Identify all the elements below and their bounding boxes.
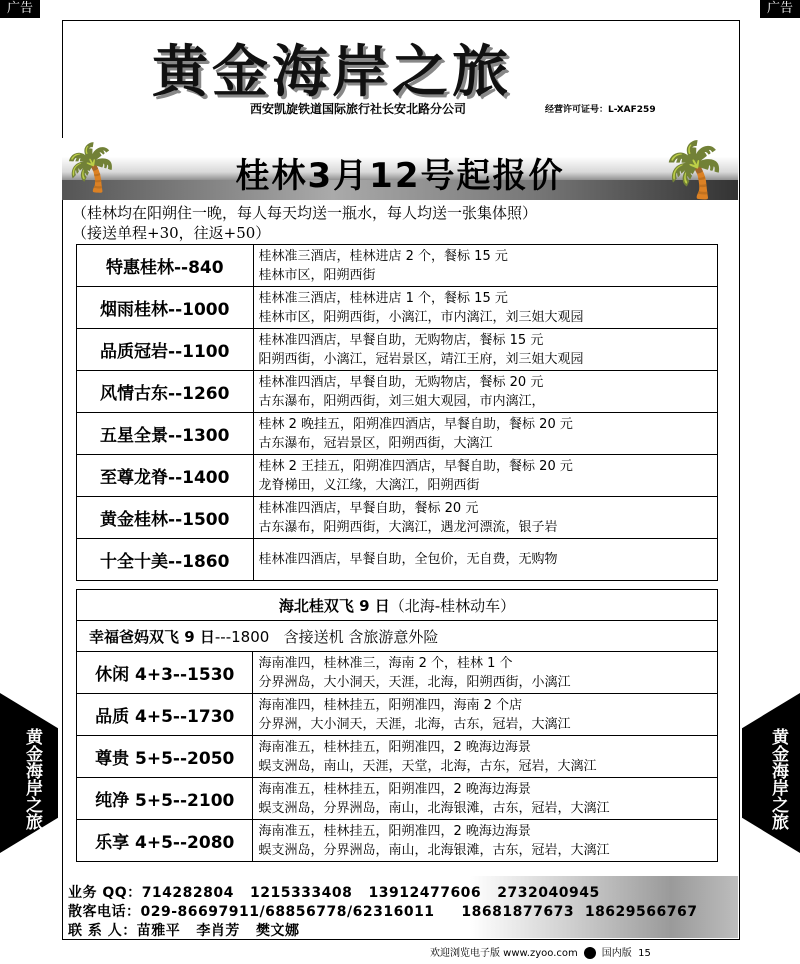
tour-description (253, 736, 718, 778)
tour-name: 风情古东--1260 (77, 371, 254, 413)
tour-name: 品质冠岩--1100 (77, 329, 254, 371)
parents-tour-price: ---1800 (214, 627, 270, 646)
beihai-section-title (77, 590, 718, 621)
tour-description (253, 539, 717, 581)
tour-description-line: 桂林准四酒店，早餐自助，无购物店，餐标 15 元 (258, 332, 544, 348)
tour-description-line: 桂林准三酒店，桂林进店 1 个，餐标 15 元 (258, 290, 508, 306)
tour-name: 乐享 4+5--2080 (77, 820, 253, 862)
tour-description-line: 海南准五，桂林挂五，阳朔准四，2 晚海边海景 (258, 781, 531, 797)
tour-description-line: 古东瀑布，冠岩景区，阳朔西街，大漓江 (258, 435, 493, 451)
person-names: 苗雅平 李肖芳 樊文娜 (136, 923, 300, 938)
tour-row (77, 539, 718, 581)
tour-description-line: 古东瀑布，阳朔西街，刘三姐大观园，市内漓江， (258, 393, 545, 409)
tour-row (77, 455, 718, 497)
tour-name: 烟雨桂林--1000 (77, 287, 254, 329)
tour-description-line: 古东瀑布，阳朔西街，大漓江，遇龙河漂流，银子岩 (258, 519, 558, 535)
tour-name: 黄金桂林--1500 (77, 497, 254, 539)
tour-name: 五星全景--1300 (77, 413, 254, 455)
publisher-logo-icon (584, 947, 596, 959)
tour-description-line: 海南准五，桂林挂五，阳朔准四，2 晚海边海景 (258, 823, 531, 839)
tour-row (77, 736, 718, 778)
contact-footer (68, 876, 738, 938)
tour-description-line: 桂林 2 王挂五，阳朔准四酒店，早餐自助，餐标 20 元 (258, 458, 573, 474)
tour-description (253, 497, 717, 539)
tour-row (77, 413, 718, 455)
tour-description-line: 分界洲岛，大小洞天，天涯，北海，阳朔西街，小漓江 (258, 674, 571, 690)
phone-numbers: 029-86697911/68856778/62316011 18681877673 18629566767 (140, 904, 698, 920)
tour-description (253, 371, 717, 413)
tour-row (77, 371, 718, 413)
tour-description (253, 245, 717, 287)
page-number: 15 (638, 948, 651, 959)
tour-row (77, 652, 718, 694)
bottom-bar (430, 944, 651, 959)
tour-description (253, 652, 718, 694)
palm-tree-icon: 🌴 (660, 138, 728, 200)
guilin-tour-table (76, 244, 718, 581)
tour-description (253, 413, 717, 455)
tour-row (77, 497, 718, 539)
tour-name: 品质 4+5--1730 (77, 694, 253, 736)
bottom-text: 欢迎浏览电子版 www.zyoo.com (430, 948, 578, 959)
combo-section-table (76, 589, 718, 862)
beihai-detail: （北海-桂林动车） (389, 596, 516, 615)
tour-description (253, 694, 718, 736)
tour-description-line: 分界洲，大小洞天，天涯，北海，古东，冠岩，大漓江 (258, 716, 571, 732)
tour-description-line: 桂林市区，阳朔西街 (258, 267, 376, 283)
tour-row (77, 287, 718, 329)
tour-name: 至尊龙脊--1400 (77, 455, 254, 497)
ad-tag-right: 广告 (760, 0, 800, 18)
tour-description-line: 桂林准三酒店，桂林进店 2 个，餐标 15 元 (258, 248, 508, 264)
guilin-tour-rows (77, 245, 718, 581)
ad-tag-left: 广告 (0, 0, 40, 18)
tour-description-line: 龙脊梯田，义江缘，大漓江，阳朔西街 (258, 477, 480, 493)
tour-row (77, 329, 718, 371)
parents-tour-detail: 含接送机 含旅游意外险 (283, 627, 439, 646)
tour-description (253, 329, 717, 371)
tour-name: 特惠桂林--840 (77, 245, 254, 287)
tour-description (253, 778, 718, 820)
palm-tree-icon: 🌴 (62, 140, 120, 194)
tour-description (253, 287, 717, 329)
parents-tour-row (77, 621, 718, 652)
price-subtitle: 桂林3月12号起报价 (235, 156, 565, 196)
tour-description-line: 桂林准四酒店，早餐自助，餐标 20 元 (258, 500, 479, 516)
tour-row (77, 778, 718, 820)
license-number: 经营许可证号：L-XAF259 (545, 105, 656, 115)
tour-description-line: 海南准四，桂林准三，海南 2 个，桂林 1 个 (258, 655, 513, 671)
qq-numbers: 714282804 1215333408 13912477606 2732040945 (141, 885, 600, 901)
parents-tour-cell (77, 621, 718, 652)
tour-description (253, 455, 717, 497)
tour-description-line: 海南准五，桂林挂五，阳朔准四，2 晚海边海景 (258, 739, 531, 755)
qq-line (68, 882, 600, 902)
tour-description-line: 桂林准四酒店，早餐自助，无购物店，餐标 20 元 (258, 374, 544, 390)
beihai-title: 海北桂双飞 9 日 (278, 596, 390, 615)
main-title: 黄金海岸之旅 (152, 40, 512, 105)
tour-description-line: 蜈支洲岛，分界洲岛，南山，北海银滩，古东，冠岩，大漓江 (258, 800, 610, 816)
agency-name: 西安凯旋铁道国际旅行社长安北路分公司 (250, 102, 467, 116)
tour-description-line: 桂林市区，阳朔西街，小漓江，市内漓江，刘三姐大观园 (258, 309, 584, 325)
note-line-1: （桂林均在阳朔住一晚，每人每天均送一瓶水，每人均送一张集体照） (72, 204, 538, 222)
tour-description-line: 桂林准四酒店，早餐自助，全包价，无自费，无购物 (258, 552, 558, 567)
tour-row (77, 820, 718, 862)
tour-description-line: 海南准四，桂林挂五，阳朔准四，海南 2 个店 (258, 697, 523, 713)
side-label-right: 黄金海岸之旅 (768, 728, 788, 830)
tour-description-line: 蜈支洲岛，南山，天涯，天堂，北海，古东，冠岩，大漓江 (258, 758, 597, 774)
person-label: 联 系 人： (68, 923, 137, 938)
tour-name: 尊贵 5+5--2050 (77, 736, 253, 778)
section-header-row (77, 590, 718, 621)
tour-row (77, 245, 718, 287)
tour-row (77, 694, 718, 736)
tour-description-line: 阳朔西街，小漓江，冠岩景区，靖江王府，刘三姐大观园 (258, 351, 584, 367)
tour-description-line: 桂林 2 晚挂五，阳朔准四酒店，早餐自助，餐标 20 元 (258, 416, 573, 432)
contact-person-line (68, 920, 300, 938)
tour-name: 十全十美--1860 (77, 539, 254, 581)
qq-label: 业务 QQ： (68, 885, 142, 901)
phone-label: 散客电话： (68, 904, 141, 920)
phone-line (68, 901, 697, 921)
edition-label: 国内版 (601, 948, 632, 959)
tour-name: 纯净 5+5--2100 (77, 778, 253, 820)
tour-description-line: 蜈支洲岛，分界洲岛，南山，北海银滩，古东，冠岩，大漓江 (258, 842, 610, 858)
parents-tour-name: 幸福爸妈双飞 9 日 (89, 627, 215, 646)
note-line-2: （接送单程+30，往返+50） (72, 224, 271, 242)
tour-description (253, 820, 718, 862)
side-label-left: 黄金海岸之旅 (22, 728, 42, 830)
tour-name: 休闲 4+3--1530 (77, 652, 253, 694)
